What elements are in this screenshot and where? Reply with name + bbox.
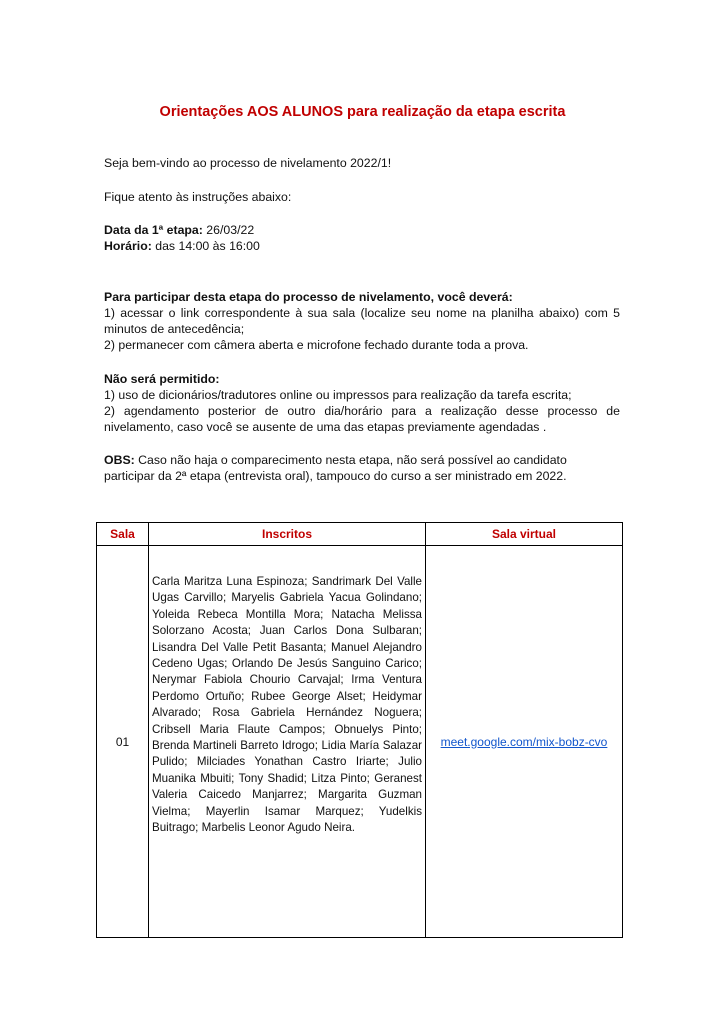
- rooms-table: [96, 522, 623, 938]
- time-line: [104, 238, 620, 254]
- participate-section: [104, 289, 620, 353]
- time-label: Horário:: [104, 239, 152, 253]
- not-allowed-section: [104, 371, 620, 435]
- not-allowed-item-2: 2) agendamento posterior de outro dia/horário para a realização desse processo de nivelamento, caso você se ausente de uma das etapas previamente agendadas .: [104, 404, 620, 434]
- participate-item-1: 1) acessar o link correspondente à sua sala (localize seu nome na planilha abaixo) com 5 minutos de antecedência;: [104, 306, 620, 336]
- time-value: das 14:00 às 16:00: [151, 239, 260, 253]
- not-allowed-item-1: 1) uso de dicionários/tradutores online ou impressos para realização da tarefa escrita;: [104, 388, 572, 402]
- inscritos-list: Carla Maritza Luna Espinoza; Sandrimark Del Valle Ugas Carvillo; Maryelis Gabriela Yacua Golindano; Yoleida Rebeca Montilla Mora; Natacha Melissa Solorzano Acosta; Juan Carlos Dona Sulbaran; Lisandra Del Valle Petit Basanta; Manuel Alejandro Cedeno Ugas; Orlando De Jesús Sanguino Carico; Nerymar Fabiola Chourio Carvajal; Irma Ventura Perdomo Ortuño; Rubee George Alset; Heidymar Alvarado; Rosa Gabriela Hernández Noguera; Cribsell Maria Flaute Campos; Obnuelys Pinto; Brenda Martineli Barreto Idrogo; Lidia María Salazar Pulido; Milciades Yonathan Castro Iriarte; Julio Muanika Mbuiti; Tony Shadid; Litza Pinto; Geranest Valeria Caicedo Manjarrez; Margarita Guzman Vielma; Mayerlin Isamar Marquez; Yudelkis Buitrago; Marbelis Leonor Agudo Neira.: [152, 575, 422, 835]
- meet-link[interactable]: meet.google.com/mix-bobz-cvo: [440, 734, 608, 749]
- obs-text: Caso não haja o comparecimento nesta etapa, não será possível ao candidato participar da 2ª etapa (entrevista oral), tampouco do curso a ser ministrado em 2022.: [104, 453, 567, 483]
- header-inscritos: Inscritos: [149, 523, 426, 546]
- sala-number: 01: [97, 546, 149, 938]
- header-sala-virtual: Sala virtual: [426, 523, 623, 546]
- table-row: [97, 546, 623, 938]
- obs-label: OBS:: [104, 453, 135, 467]
- participate-item-2: 2) permanecer com câmera aberta e microfone fechado durante toda a prova.: [104, 338, 529, 352]
- date-label: Data da 1ª etapa:: [104, 223, 203, 237]
- not-allowed-heading: Não será permitido:: [104, 372, 220, 386]
- sala-virtual-cell: [426, 546, 623, 938]
- attention-text: Fique atento às instruções abaixo:: [104, 190, 292, 204]
- obs-note: [104, 452, 620, 484]
- document-title: Orientações AOS ALUNOS para realização da etapa escrita: [159, 104, 566, 120]
- date-line: [104, 222, 620, 238]
- table-header-row: [97, 523, 623, 546]
- header-sala: Sala: [97, 523, 149, 546]
- date-value: 26/03/22: [202, 223, 255, 237]
- inscritos-cell: [149, 546, 426, 938]
- welcome-text: Seja bem-vindo ao processo de nivelamento 2022/1!: [104, 156, 392, 170]
- participate-heading: Para participar desta etapa do processo de nivelamento, você deverá:: [104, 290, 513, 304]
